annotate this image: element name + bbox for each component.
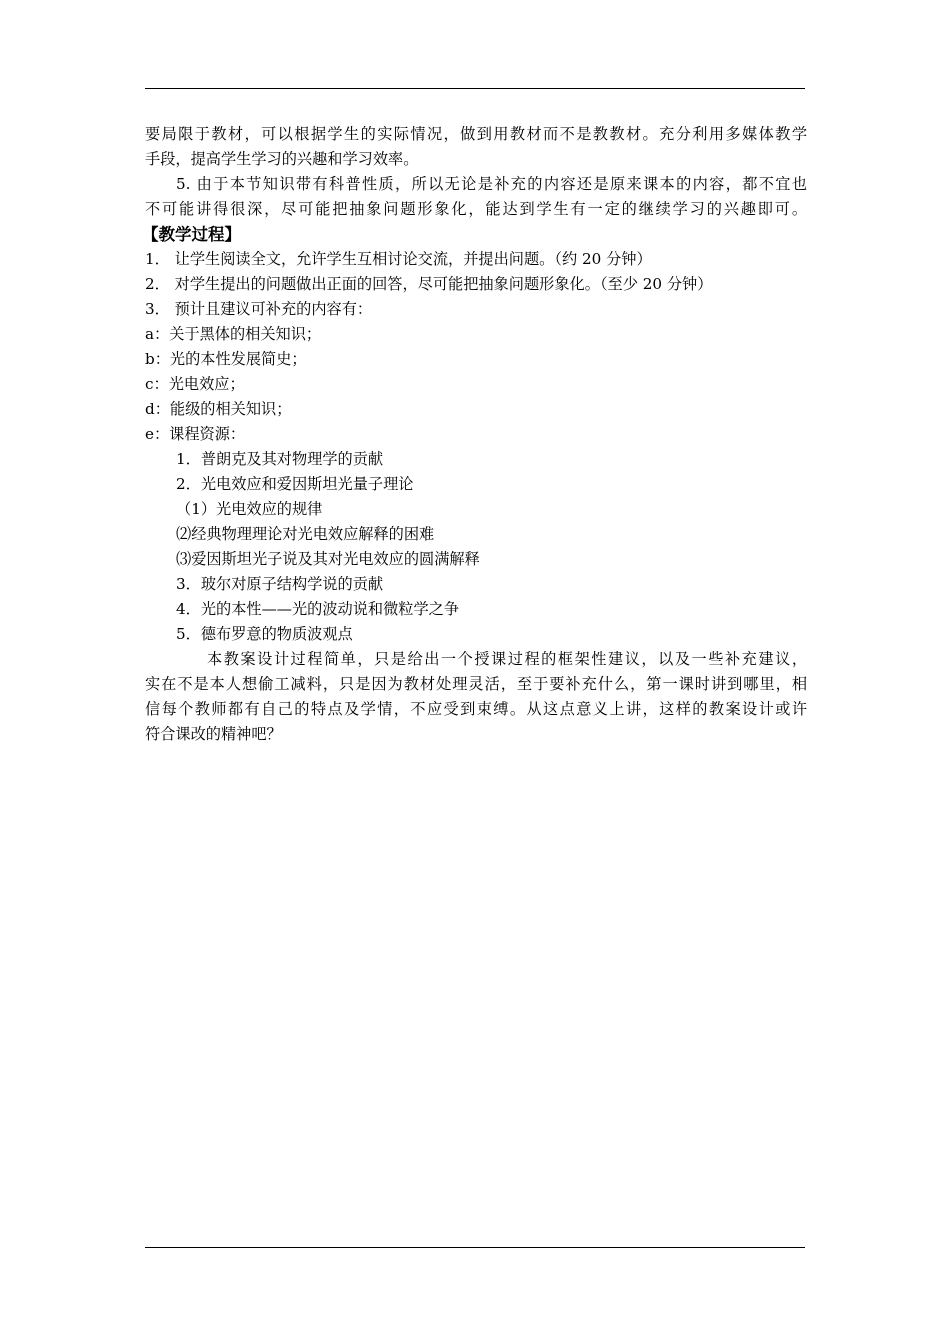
footer-rule (145, 1247, 805, 1248)
closing-line: 符合课改的精神吧？ (145, 725, 282, 743)
supplement-item: a：关于黑体的相关知识； (145, 325, 322, 343)
point-5-line: 5. 由于本节知识带有科普性质，所以无论是补充的内容还是原来课本的内容，都不宜也 (176, 175, 807, 193)
resource-item: 2．光电效应和爱因斯坦光量子理论 (176, 475, 414, 493)
document-body (142, 122, 807, 747)
supplement-item: d：能级的相关知识； (145, 400, 292, 418)
step-item: 1． 让学生阅读全文，允许学生互相讨论交流，并提出问题。（约 20 分钟） (145, 250, 652, 268)
closing-line: 信每个教师都有自己的特点及学情，不应受到束缚。从这点意义上讲，这样的教案设计或许 (145, 700, 807, 718)
closing-line: 实在不是本人想偷工减料，只是因为教材处理灵活，至于要补充什么，第一课时讲到哪里，相 (145, 675, 807, 693)
resource-subitem: ⑶爱因斯坦光子说及其对光电效应的圆满解释 (176, 550, 480, 568)
intro-line: 要局限于教材，可以根据学生的实际情况，做到用教材而不是教教材。充分利用多媒体教学 (145, 125, 807, 143)
resource-item: 5．德布罗意的物质波观点 (176, 625, 353, 643)
section-heading: 【教学过程】 (142, 225, 241, 244)
resource-subitem: ⑵经典物理理论对光电效应解释的困难 (176, 525, 435, 543)
resource-subitem: （1）光电效应的规律 (176, 500, 323, 518)
resource-item: 4．光的本性——光的波动说和微粒学之争 (176, 600, 460, 618)
header-rule (145, 88, 805, 89)
step-item: 2． 对学生提出的问题做出正面的回答，尽可能把抽象问题形象化。（至少 20 分钟） (145, 275, 713, 293)
supplement-item: b：光的本性发展简史； (145, 350, 307, 368)
supplement-item: c：光电效应； (145, 375, 245, 393)
intro-line: 手段，提高学生学习的兴趣和学习效率。 (145, 150, 419, 168)
point-5-line: 不可能讲得很深，尽可能把抽象问题形象化，能达到学生有一定的继续学习的兴趣即可。 (145, 200, 807, 218)
resource-item: 3．玻尔对原子结构学说的贡献 (176, 575, 384, 593)
resource-item: 1．普朗克及其对物理学的贡献 (176, 450, 384, 468)
supplement-item: e：课程资源： (145, 425, 246, 443)
step-item: 3． 预计且建议可补充的内容有： (145, 300, 373, 318)
closing-line: 本教案设计过程简单，只是给出一个授课过程的框架性建议，以及一些补充建议， (207, 650, 807, 668)
